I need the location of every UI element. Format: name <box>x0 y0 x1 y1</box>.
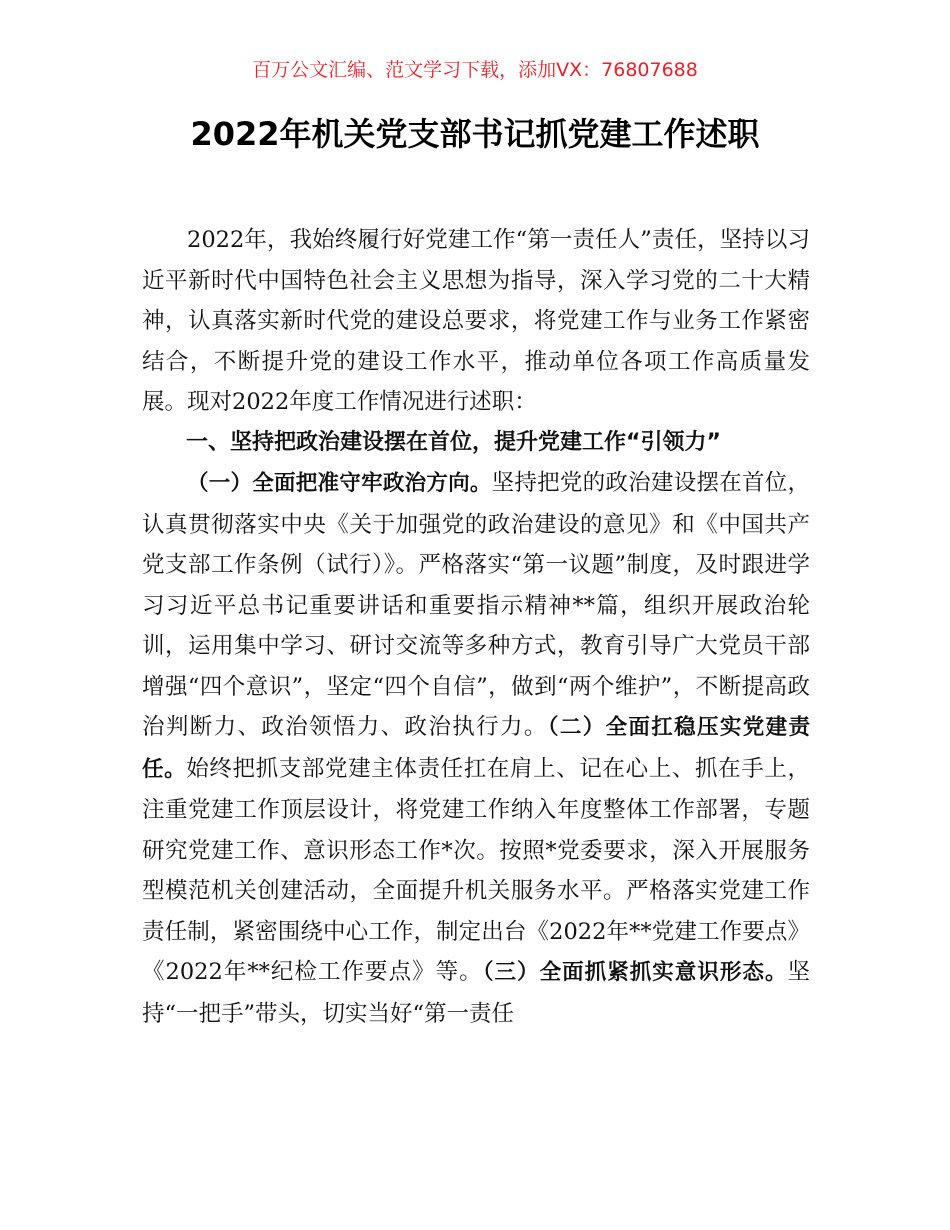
section-paragraph <box>142 463 810 1034</box>
watermark-banner: 百万公文汇编、范文学习下载，添加VX：76807688 <box>252 59 698 81</box>
subheading-2: （二）全面扛稳压实党建责任。 <box>142 715 810 782</box>
subheading-1: （一）全面把准守牢政治方向。 <box>187 471 492 496</box>
paragraph-2-text: 始终把抓支部党建主体责任扛在肩上、记在心上、抓在手上，注重党建工作顶层设计，将党建工作纳入年度整体工作部署，专题研究党建工作、意识形态工作*次。按照*党委要求，深入开展服务型模范机关创建活动，全面提升机关服务水平。严格落实党建工作责任制，紧密围绕中心工作，制定出台《2022年**党建工作要点》《2022年**纪检工作要点》等。 <box>142 755 810 985</box>
intro-paragraph: 2022年，我始终履行好党建工作“第一责任人”责任，坚持以习近平新时代中国特色社会主义思想为指导，深入学习党的二十大精神，认真落实新时代党的建设总要求，将党建工作与业务工作紧密结合，不断提升党的建设工作水平，推动单位各项工作高质量发展。现对2022年度工作情况进行述职： <box>142 227 810 415</box>
paragraph-3-text: 坚持“一把手”带头，切实当好“第一责任 <box>142 959 810 1027</box>
section-heading-text: 一、坚持把政治建设摆在首位，提升党建工作“引领力” <box>186 429 721 455</box>
paragraph-1-text: 坚持把党的政治建设摆在首位，认真贯彻落实中央《关于加强党的政治建设的意见》和《中国共产党支部工作条例（试行）》。严格落实“第一议题”制度，及时跟进学习习近平总书记重要讲话和重要指示精神**篇，组织开展政治轮训，运用集中学习、研讨交流等多种方式，教育引导广大党员干部增强“四个意识”，坚定“四个自信”，做到“两个维护”，不断提高政治判断力、政治领悟力、政治执行力。 <box>142 470 810 740</box>
document-body <box>142 220 810 1034</box>
subheading-3: （三）全面抓紧抓实意识形态。 <box>482 960 788 985</box>
document-title: 2022年机关党支部书记抓党建工作述职 <box>190 115 760 153</box>
section-heading <box>142 423 810 464</box>
